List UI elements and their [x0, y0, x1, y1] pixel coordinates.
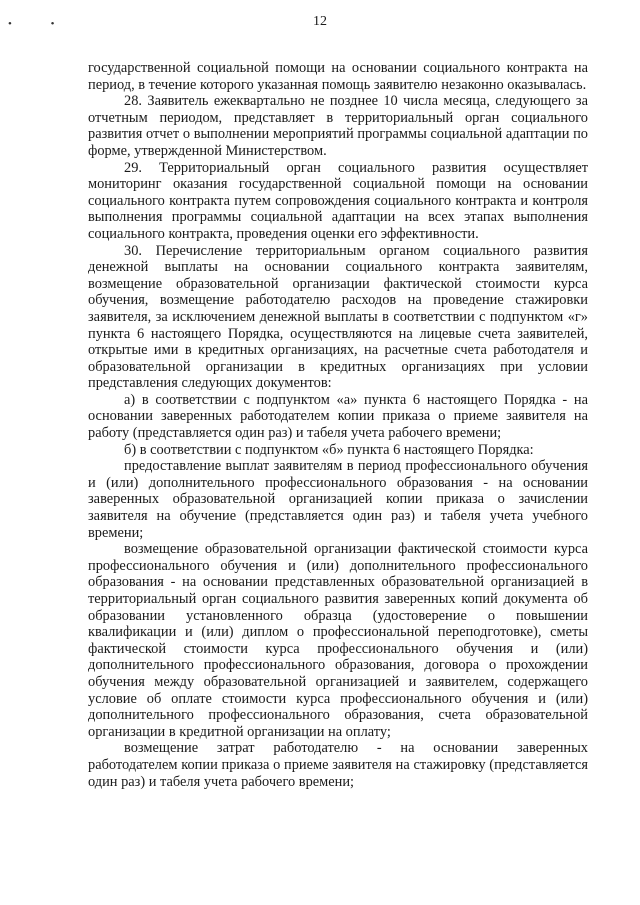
subparagraph-b-education-reimbursement: возмещение образовательной организации фактической стоимости курса профессионального обучения и (или) дополнительного профессионального образования - на основании представленных образовательной организацией в территориальный орган социального развития заверенных копий документа об образовании установленного образца (удостоверение о повышении квалификации и (или) диплом о профессиональной переподготовке), сметы фактической стоимости курса профессионального обучения и (или) дополнительного профессионального образования, договора о прохождении обучения между образовательной организацией и заявителем, содержащего условие об оплате стоимости курса профессионального обучения и (или) дополнительного профессионального образования, счета образовательной организации в кредитной организации на оплату; [88, 541, 588, 740]
paragraph-28: 28. Заявитель ежеквартально не позднее 10 числа месяца, следующего за отчетным периодом, представляет в территориальный орган социального развития отчет о выполнении мероприятий программы социальной адаптации по форме, утвержденной Министерством. [88, 93, 588, 159]
paragraph-30: 30. Перечисление территориальным органом социального развития денежной выплаты на основании социального контракта заявителям, возмещение образовательной организации фактической стоимости курса обучения, возмещение работодателю расходов на проведение стажировки заявителя, за исключением денежной выплаты в соответствии с подпунктом «г» пункта 6 настоящего Порядка, осуществляются на лицевые счета заявителей, открытые ими в кредитных организациях, на расчетные счета работодателя и образовательной организации в кредитных организациях при условии представления следующих документов: [88, 242, 588, 392]
page-number: 12 [313, 14, 327, 29]
paragraph-continuation: государственной социальной помощи на основании социального контракта на период, в течение которого указанная помощь заявителю незаконно оказывалась. [88, 60, 588, 93]
subparagraph-a: а) в соответствии с подпунктом «а» пункта 6 настоящего Порядка - на основании заверенных работодателем копии приказа о приеме заявителя на работу (представляется один раз) и табеля учета рабочего времени; [88, 391, 588, 442]
subparagraph-b: б) в соответствии с подпунктом «б» пункта 6 настоящего Порядка: [124, 441, 534, 458]
subparagraph-b-employer-reimbursement: возмещение затрат работодателю - на основании заверенных работодателем копии приказа о приеме заявителя на стажировку (представляется один раз) и табеля учета рабочего времени; [88, 740, 588, 790]
scan-marks: • • [8, 18, 73, 30]
paragraph-29: 29. Территориальный орган социального развития осуществляет мониторинг оказания государственной социальной помощи на основании социального контракта путем сопровождения социального контракта и контроля выполнения программы социальной адаптации на всех этапах выполнения социального контракта, проведения оценки его эффективности. [88, 159, 588, 242]
document-body [88, 60, 588, 790]
subparagraph-b-payments: предоставление выплат заявителям в период профессионального обучения и (или) дополнительного профессионального образования - на основании заверенных образовательной организацией копии приказа о зачислении заявителя на обучение (представляется один раз) и табеля учета учебного времени; [88, 458, 588, 541]
